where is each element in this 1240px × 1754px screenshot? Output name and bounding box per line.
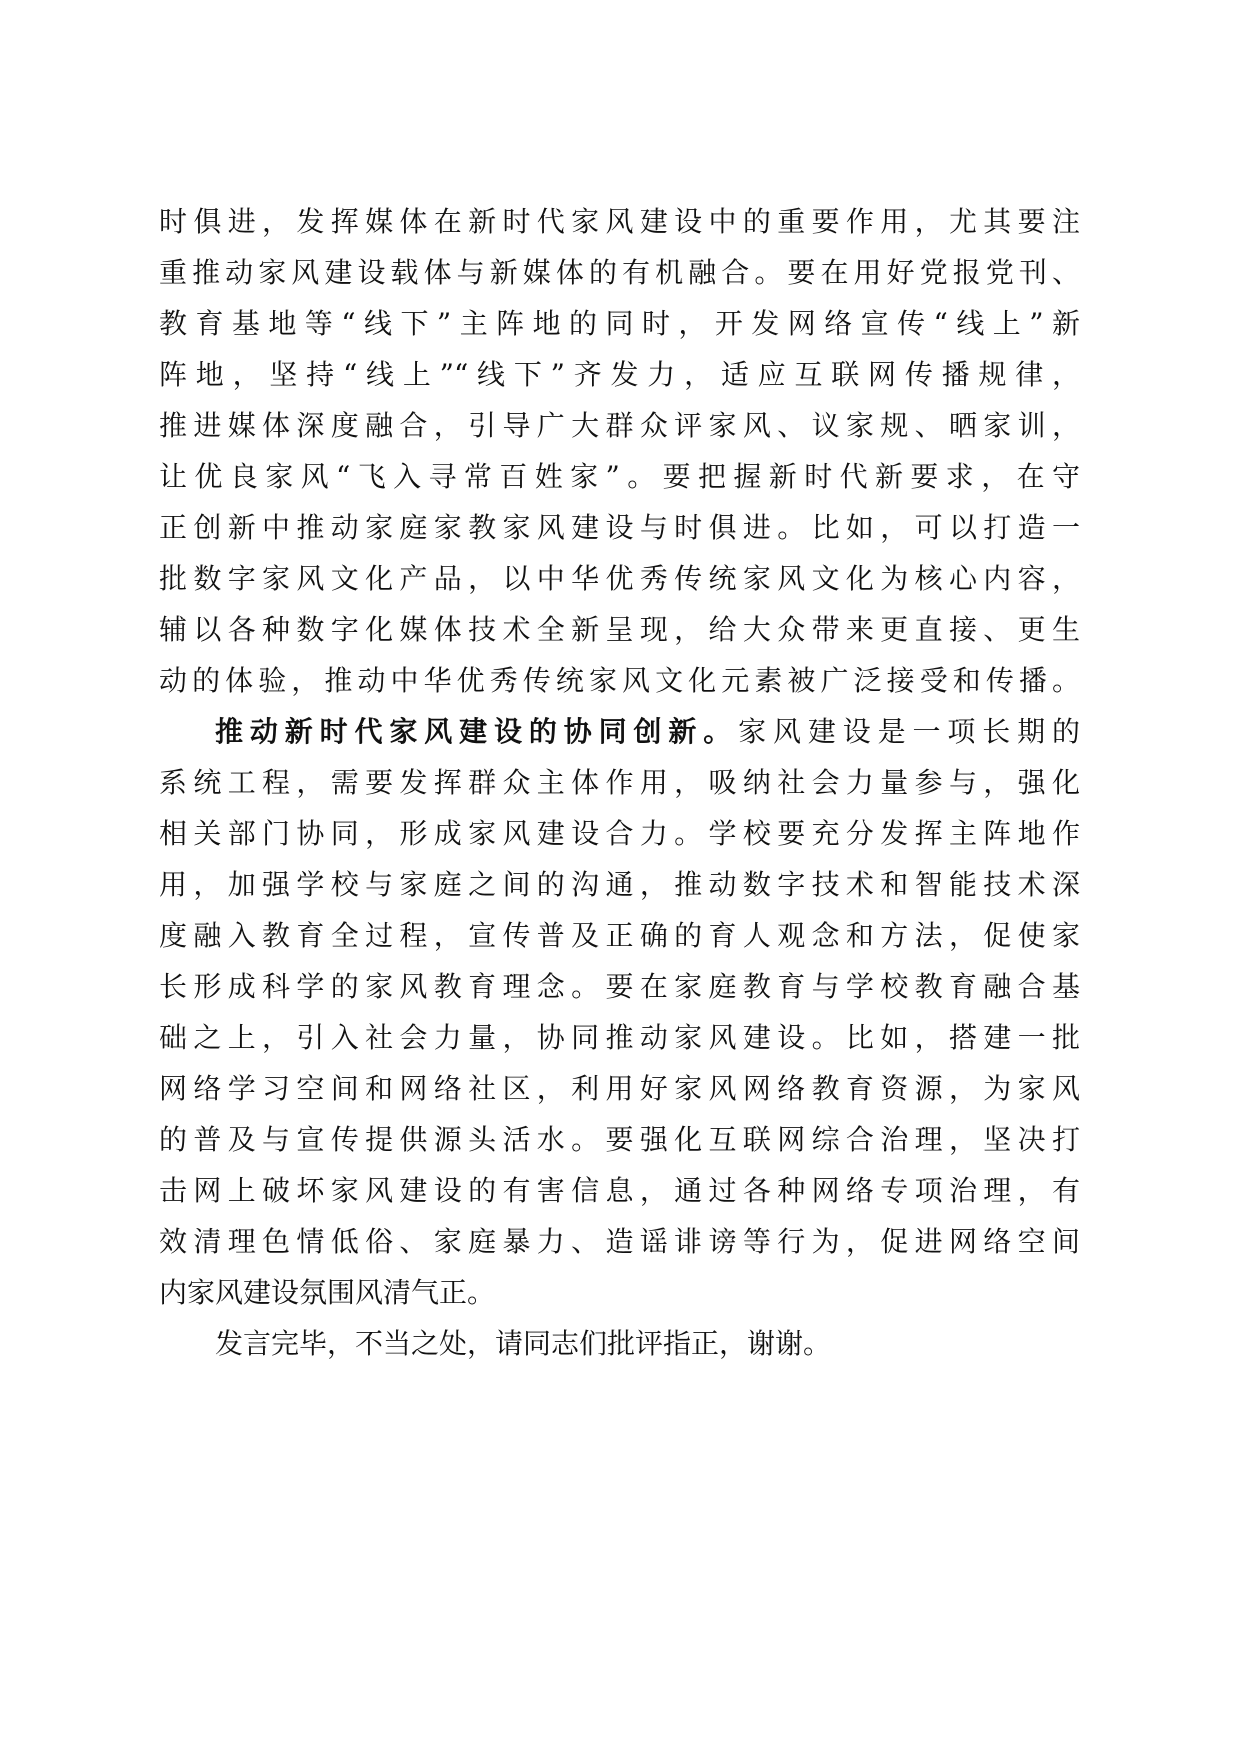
text-line: 击网上破坏家风建设的有害信息，通过各种网络专项治理，有	[159, 1174, 1080, 1207]
text-line: 系统工程，需要发挥群众主体作用，吸纳社会力量参与，强化	[159, 766, 1080, 799]
text-line: 度融入教育全过程，宣传普及正确的育人观念和方法，促使家	[159, 919, 1080, 952]
text-line: 时俱进，发挥媒体在新时代家风建设中的重要作用，尤其要注	[159, 205, 1080, 238]
text-line: 础之上，引入社会力量，协同推动家风建设。比如，搭建一批	[159, 1021, 1080, 1054]
text-line: 辅以各种数字化媒体技术全新呈现，给大众带来更直接、更生	[159, 613, 1080, 646]
text-line: 用，加强学校与家庭之间的沟通，推动数字技术和智能技术深	[159, 868, 1080, 901]
text-line: 效清理色情低俗、家庭暴力、造谣诽谤等行为，促进网络空间	[159, 1225, 1080, 1258]
text-line: 推进媒体深度融合，引导广大群众评家风、议家规、晒家训，	[159, 409, 1080, 442]
text-line: 正创新中推动家庭家教家风建设与时俱进。比如，可以打造一	[159, 511, 1080, 544]
text-line: 让优良家风“飞入寻常百姓家”。要把握新时代新要求，在守	[159, 460, 1080, 493]
text-line: 批数字家风文化产品，以中华优秀传统家风文化为核心内容，	[159, 562, 1080, 595]
text-line: 长形成科学的家风教育理念。要在家庭教育与学校教育融合基	[159, 970, 1080, 1003]
text-line: 内家风建设氛围风清气正。	[159, 1276, 496, 1309]
text-line: 动的体验，推动中华优秀传统家风文化元素被广泛接受和传播。	[159, 664, 1080, 697]
text-line: 教育基地等“线下”主阵地的同时，开发网络宣传“线上”新	[159, 307, 1080, 340]
text-line: 重推动家风建设载体与新媒体的有机融合。要在用好党报党刊、	[159, 256, 1080, 289]
text-line	[159, 706, 1080, 757]
section-heading: 推动新时代家风建设的协同创新。	[215, 715, 739, 748]
text-line: 网络学习空间和网络社区，利用好家风网络教育资源，为家风	[159, 1072, 1080, 1105]
paragraph-collaborative-innovation	[159, 706, 1080, 1318]
document-page	[159, 196, 1080, 1369]
paragraph-media-innovation	[159, 196, 1080, 706]
paragraph-closing	[159, 1318, 1080, 1369]
heading-line-rest: 家风建设是一项长期的	[738, 715, 1080, 748]
text-line: 相关部门协同，形成家风建设合力。学校要充分发挥主阵地作	[159, 817, 1080, 850]
text-line: 阵地，坚持“线上”“线下”齐发力，适应互联网传播规律，	[159, 358, 1080, 391]
closing-remark: 发言完毕，不当之处，请同志们批评指正，谢谢。	[215, 1327, 832, 1360]
text-line: 的普及与宣传提供源头活水。要强化互联网综合治理，坚决打	[159, 1123, 1080, 1156]
